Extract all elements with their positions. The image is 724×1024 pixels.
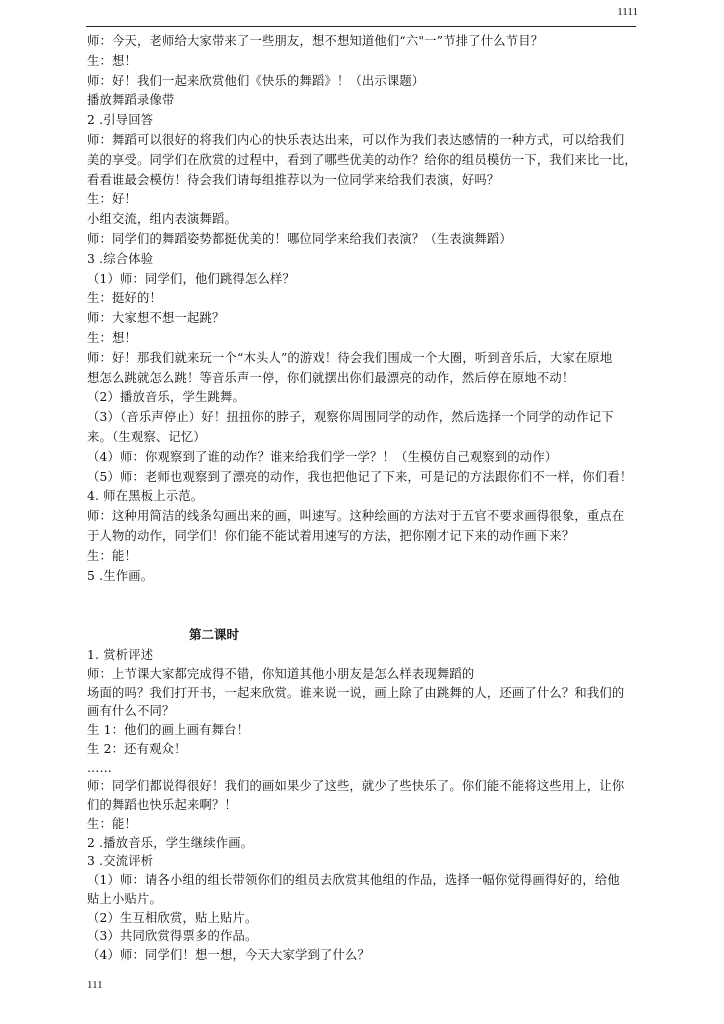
text-line: 想怎么跳就怎么跳！等音乐声一停，你们就摆出你们最漂亮的动作，然后停在原地不动！ xyxy=(87,370,575,385)
text-line: （3）（音乐声停止）好！扭扭你的脖子，观察你周围同学的动作，然后选择一个同学的动作记下 xyxy=(87,410,614,425)
text-line: 2 .播放音乐，学生继续作画。 xyxy=(87,835,254,850)
lesson-one-text xyxy=(87,32,677,586)
text-line: 师：舞蹈可以很好的将我们内心的快乐表达出来，可以作为我们表达感情的一种方式，可以给我们 xyxy=(87,132,625,147)
text-line: 师：这种用简洁的线条勾画出来的画，叫速写。这种绘画的方法对于五官不要求画得很象，重点在 xyxy=(87,509,625,524)
text-line: 4. 师在黑板上示范。 xyxy=(87,489,204,504)
text-line: 生：想！ xyxy=(87,53,137,68)
text-line: 生：好！ xyxy=(87,192,137,207)
text-line: 来。（生观察、记忆） xyxy=(87,429,206,444)
text-line: 师：好！我们一起来欣赏他们《快乐的舞蹈》！（出示课题） xyxy=(87,73,425,88)
footer-page-number: 111 xyxy=(87,979,103,991)
text-line: 们的舞蹈也快乐起来啊？！ xyxy=(87,798,237,812)
header-divider xyxy=(86,26,636,27)
text-line: 师：同学们的舞蹈姿势都挺优美的！哪位同学来给我们表演？（生表演舞蹈） xyxy=(87,231,512,246)
text-line: 播放舞蹈录像带 xyxy=(87,93,175,108)
header-page-number: 1111 xyxy=(617,6,638,18)
text-line: 生：能！ xyxy=(87,548,137,563)
text-line: 画有什么不同？ xyxy=(87,704,175,719)
text-line: （3）共同欣赏得票多的作品。 xyxy=(87,929,258,944)
text-line: 师：好！那我们就来玩一个“木头人”的游戏！待会我们围成一个大圈，听到音乐后，大家在原地 xyxy=(87,350,613,365)
text-line: 生：能！ xyxy=(87,816,137,831)
text-line: 3 .综合体验 xyxy=(87,251,154,266)
text-line: …… xyxy=(87,760,112,775)
text-line: 美的享受。同学们在欣赏的过程中，看到了哪些优美的动作？给你的组员模仿一下，我们来比一比， xyxy=(87,152,637,167)
text-line: 生 2：还有观众！ xyxy=(87,741,187,756)
text-line: （4）师：同学们！想一想，今天大家学到了什么？ xyxy=(87,948,370,962)
text-line: （2）播放音乐，学生跳舞。 xyxy=(87,390,245,405)
text-line: 生 1：他们的画上画有舞台！ xyxy=(87,723,250,737)
text-line: 小组交流，组内表演舞蹈。 xyxy=(87,212,237,227)
lesson-two-text xyxy=(87,646,677,965)
text-line: （5）师：老师也观察到了漂亮的动作，我也把他记了下来，可是记的方法跟你们不一样，你们看！ xyxy=(87,469,633,484)
text-line: （2）生互相欣赏，贴上贴片。 xyxy=(87,910,258,925)
text-line: （1）师：请各小组的组长带领你们的组员去欣赏其他组的作品，选择一幅你觉得画得好的，给他 xyxy=(87,873,620,887)
text-line: 3 .交流评析 xyxy=(87,854,154,869)
text-line: 场面的吗？我们打开书，一起来欣赏。谁来说一说，画上除了由跳舞的人，还画了什么？和我们的 xyxy=(87,685,625,700)
text-line: 看看谁最会模仿！待会我们请每组推荐以为一位同学来给我们表演，好吗？ xyxy=(87,172,500,187)
text-line: 于人物的动作，同学们！你们能不能试着用速写的方法，把你刚才记下来的动作画下来？ xyxy=(87,528,575,543)
text-line: （4）师：你观察到了谁的动作？谁来给我们学一学？！（生模仿自己观察到的动作） xyxy=(87,449,558,464)
text-line: 师：今天，老师给大家带来了一些朋友，想不想知道他们“六"一”节排了什么节目？ xyxy=(87,34,544,48)
text-line: 生：挺好的！ xyxy=(87,291,162,306)
section-title: 第二课时 xyxy=(189,627,240,642)
text-line: 2 .引导回答 xyxy=(87,113,154,128)
text-line: 师：上节课大家都完成得不错，你知道其他小朋友是怎么样表现舞蹈的 xyxy=(87,666,475,681)
text-line: 1. 赏析评述 xyxy=(87,648,154,662)
text-line: 生：想！ xyxy=(87,330,137,345)
text-line: 师：大家想不想一起跳？ xyxy=(87,311,225,326)
text-line: 师：同学们都说得很好！我们的画如果少了这些，就少了些快乐了。你们能不能将这些用上，让你 xyxy=(87,779,625,794)
text-line: 5 .生作画。 xyxy=(87,568,154,583)
text-line: 贴上小贴片。 xyxy=(87,891,162,906)
text-line: （1）师：同学们，他们跳得怎么样？ xyxy=(87,271,295,286)
